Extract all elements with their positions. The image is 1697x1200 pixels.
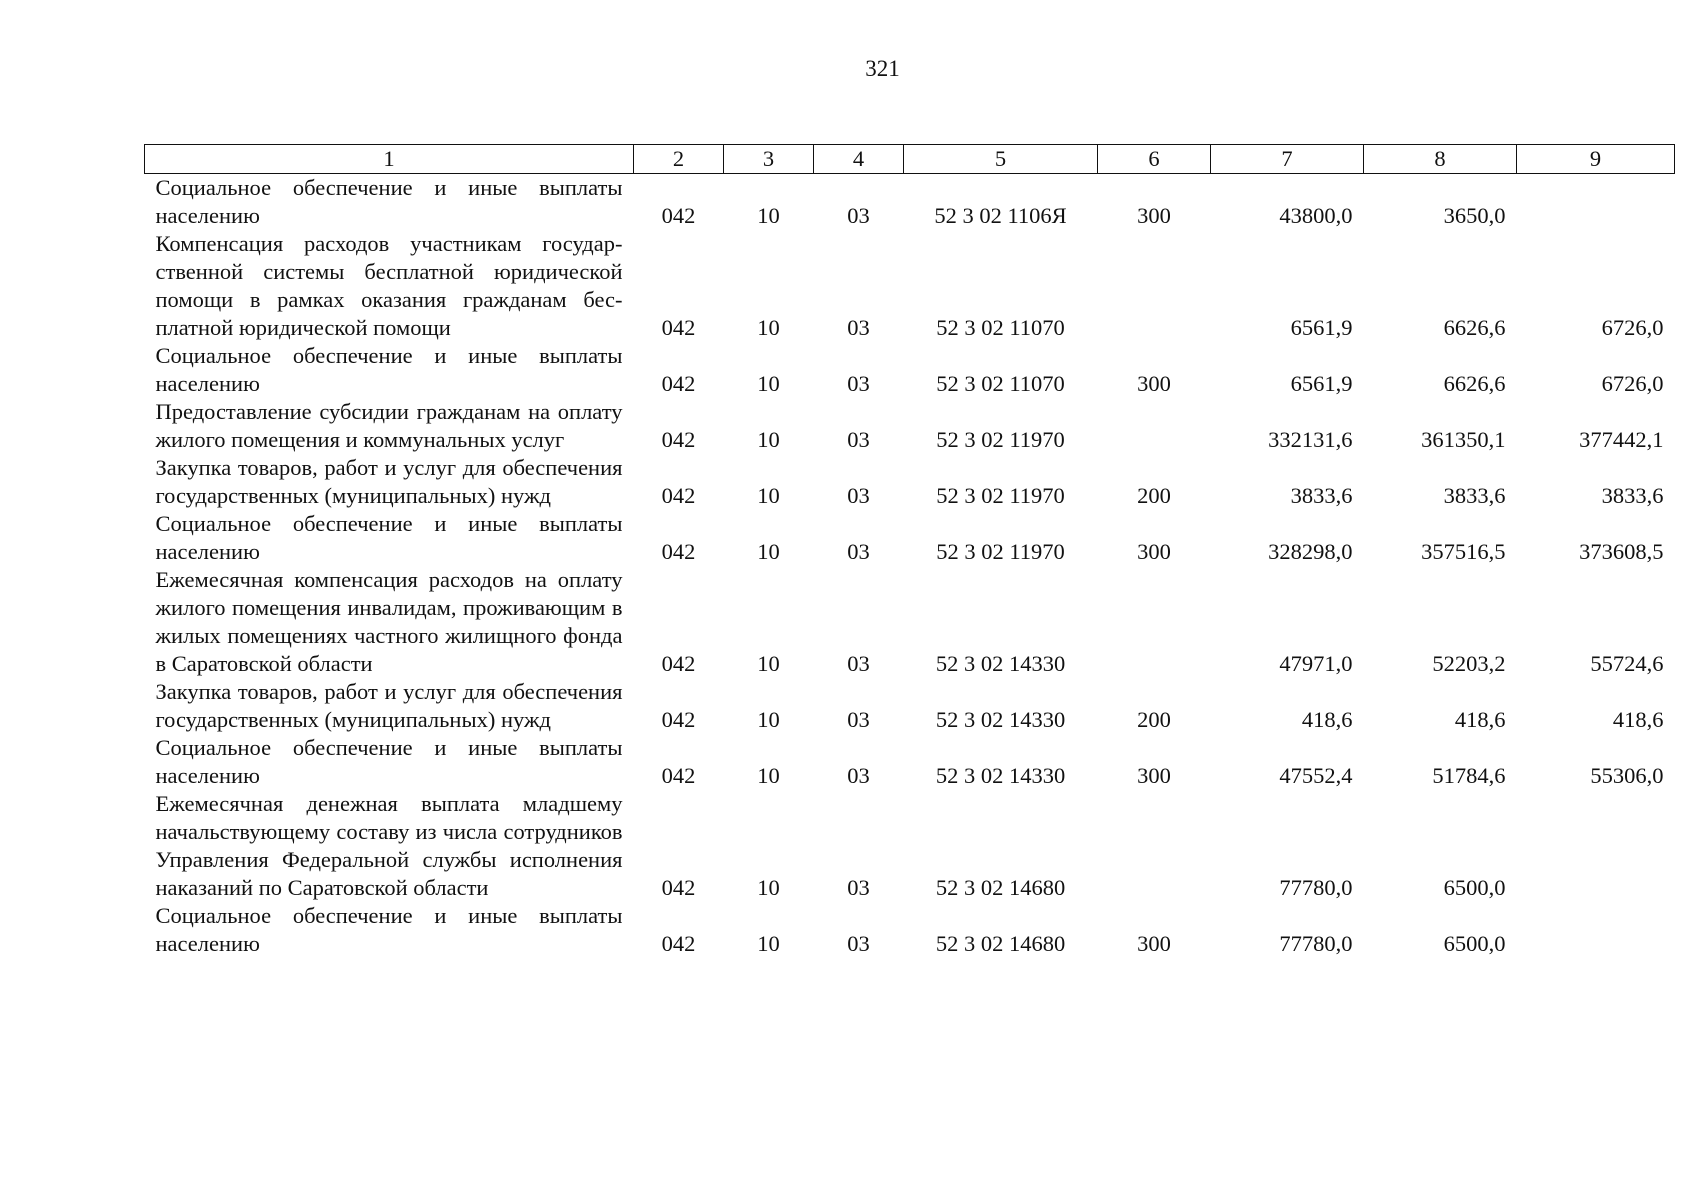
row-section: 10 [757, 539, 780, 564]
row-name-text: Предоставление субсидии гражданам на оплату жилого помещения и коммунальных услуг [155, 399, 623, 452]
row-code-admin: 042 [661, 875, 696, 900]
row-section: 10 [757, 315, 780, 340]
row-name-text: Социальное обеспечение и иные выплаты населению [155, 175, 623, 228]
row-amount-col9: 55724,6 [1590, 651, 1664, 676]
row-target-article: 52 3 02 11970 [936, 427, 1065, 452]
row-name-text: Ежемесячная компенсация расходов на оплату жилого помещения инвалидам, проживающим в жилых помещениях частного жилищного фонда в Саратовской области [155, 567, 623, 676]
row-target-article: 52 3 02 14330 [935, 763, 1066, 788]
row-code-admin: 042 [661, 539, 696, 564]
row-subsection: 03 [847, 203, 870, 228]
row-amount-col8: 51784,6 [1432, 763, 1506, 788]
table-row [145, 566, 1675, 678]
row-name-text: Социальное обеспечение и иные выплаты населению [155, 343, 623, 396]
row-target-article: 52 3 02 14680 [935, 931, 1066, 956]
table-row [145, 902, 1675, 958]
row-expense-type [1098, 398, 1211, 454]
header-row [145, 145, 1675, 174]
row-amount-col8: 3650,0 [1443, 203, 1506, 228]
row-amount-col9: 373608,5 [1579, 539, 1664, 564]
row-amount-col8: 361350,1 [1421, 427, 1506, 452]
header-col-3: 3 [724, 145, 814, 174]
row-section: 10 [757, 651, 780, 676]
row-amount-col9 [1517, 174, 1675, 231]
row-name [145, 398, 634, 454]
row-expense-type [1098, 790, 1211, 902]
table-row [145, 342, 1675, 398]
row-expense-type: 300 [1137, 763, 1171, 788]
row-amount-col9: 377442,1 [1579, 427, 1664, 452]
row-amount-col9: 6726,0 [1601, 315, 1664, 340]
row-amount-col7: 47971,0 [1279, 651, 1353, 676]
row-name-text: Закупка товаров, работ и услуг для обеспечения государственных (муниципальных) нужд [155, 455, 623, 508]
row-section: 10 [757, 483, 780, 508]
row-amount-col8: 52203,2 [1432, 651, 1506, 676]
table-row [145, 230, 1675, 342]
row-amount-col7: 77780,0 [1279, 875, 1353, 900]
row-section: 10 [757, 371, 780, 396]
row-code-admin: 042 [661, 315, 696, 340]
budget-table [144, 144, 1675, 958]
row-amount-col9 [1517, 790, 1675, 902]
row-amount-col7: 332131,6 [1268, 427, 1353, 452]
header-col-2: 2 [634, 145, 724, 174]
row-name [145, 902, 634, 958]
row-expense-type: 300 [1137, 931, 1171, 956]
row-amount-col8: 6626,6 [1443, 371, 1506, 396]
header-col-7: 7 [1211, 145, 1364, 174]
row-subsection: 03 [847, 539, 870, 564]
row-expense-type [1098, 230, 1211, 342]
table-body [145, 174, 1675, 959]
row-name [145, 342, 634, 398]
table-row [145, 790, 1675, 902]
row-amount-col9: 3833,6 [1601, 483, 1664, 508]
row-amount-col7: 77780,0 [1279, 931, 1353, 956]
row-expense-type: 200 [1137, 707, 1171, 732]
header-col-4: 4 [814, 145, 904, 174]
table-row [145, 454, 1675, 510]
row-name [145, 454, 634, 510]
row-target-article: 52 3 02 11070 [936, 315, 1065, 340]
row-subsection: 03 [847, 315, 870, 340]
row-section: 10 [757, 203, 780, 228]
row-amount-col8: 6500,0 [1443, 931, 1506, 956]
row-target-article: 52 3 02 11970 [936, 539, 1065, 564]
row-name-text: Социальное обеспечение и иные выплаты населению [155, 735, 623, 788]
row-name [145, 174, 634, 231]
row-target-article: 52 3 02 14330 [935, 707, 1066, 732]
row-code-admin: 042 [661, 483, 696, 508]
row-subsection: 03 [847, 483, 870, 508]
row-amount-col8: 6500,0 [1443, 875, 1506, 900]
row-name [145, 510, 634, 566]
row-section: 10 [757, 707, 780, 732]
row-section: 10 [757, 427, 780, 452]
row-code-admin: 042 [661, 203, 696, 228]
row-name [145, 734, 634, 790]
row-code-admin: 042 [661, 371, 696, 396]
row-name [145, 566, 634, 678]
row-amount-col9: 55306,0 [1590, 763, 1664, 788]
table-row [145, 678, 1675, 734]
row-subsection: 03 [847, 875, 870, 900]
row-amount-col9: 6726,0 [1601, 371, 1664, 396]
row-code-admin: 042 [661, 763, 696, 788]
table-row [145, 398, 1675, 454]
table-row [145, 174, 1675, 231]
row-code-admin: 042 [661, 931, 696, 956]
row-name [145, 678, 634, 734]
page-number: 321 [865, 56, 900, 81]
table-row [145, 510, 1675, 566]
row-subsection: 03 [847, 427, 870, 452]
row-name-text: Социальное обеспечение и иные выплаты населению [155, 511, 623, 564]
row-code-admin: 042 [661, 707, 696, 732]
row-target-article: 52 3 02 14680 [935, 875, 1066, 900]
row-amount-col8: 6626,6 [1443, 315, 1506, 340]
row-amount-col7: 43800,0 [1279, 203, 1353, 228]
row-target-article: 52 3 02 11970 [936, 483, 1065, 508]
row-amount-col7: 3833,6 [1290, 483, 1353, 508]
row-subsection: 03 [847, 931, 870, 956]
row-code-admin: 042 [661, 651, 696, 676]
row-expense-type: 300 [1137, 539, 1171, 564]
row-target-article: 52 3 02 1106Я [934, 203, 1067, 228]
row-name-text: Закупка товаров, работ и услуг для обеспечения государственных (муниципальных) нужд [155, 679, 623, 732]
row-name [145, 790, 634, 902]
row-amount-col8: 418,6 [1454, 707, 1506, 732]
row-code-admin: 042 [661, 427, 696, 452]
row-section: 10 [757, 931, 780, 956]
row-name-text: Социальное обеспечение и иные выплаты населению [155, 903, 623, 956]
row-subsection: 03 [847, 371, 870, 396]
table-row [145, 734, 1675, 790]
row-amount-col7: 47552,4 [1279, 763, 1353, 788]
row-subsection: 03 [847, 707, 870, 732]
row-name [145, 230, 634, 342]
header-col-9: 9 [1517, 145, 1675, 174]
row-expense-type: 300 [1137, 203, 1171, 228]
header-col-6: 6 [1098, 145, 1211, 174]
row-amount-col8: 357516,5 [1421, 539, 1506, 564]
row-target-article: 52 3 02 14330 [935, 651, 1066, 676]
row-amount-col7: 6561,9 [1290, 371, 1353, 396]
row-expense-type: 300 [1137, 371, 1171, 396]
row-amount-col7: 6561,9 [1290, 315, 1353, 340]
header-col-5: 5 [904, 145, 1098, 174]
table-header [145, 145, 1675, 174]
row-target-article: 52 3 02 11070 [936, 371, 1065, 396]
row-name-text: Компенсация расходов участникам государственной системы бесплатной юридической помощи в рамках оказания гражданам бесплатной юридической помощи [155, 231, 623, 340]
row-amount-col7: 328298,0 [1268, 539, 1353, 564]
row-subsection: 03 [847, 763, 870, 788]
row-subsection: 03 [847, 651, 870, 676]
row-amount-col9 [1517, 902, 1675, 958]
row-section: 10 [757, 763, 780, 788]
row-section: 10 [757, 875, 780, 900]
row-expense-type [1098, 566, 1211, 678]
header-col-8: 8 [1364, 145, 1517, 174]
row-amount-col9: 418,6 [1612, 707, 1664, 732]
row-name-text: Ежемесячная денежная выплата младшему начальствующему составу из числа сотрудников Управления Федеральной службы исполнения наказаний по Саратовской области [155, 791, 623, 900]
row-expense-type: 200 [1137, 483, 1171, 508]
row-amount-col7: 418,6 [1301, 707, 1353, 732]
header-col-1: 1 [145, 145, 634, 174]
row-amount-col8: 3833,6 [1443, 483, 1506, 508]
